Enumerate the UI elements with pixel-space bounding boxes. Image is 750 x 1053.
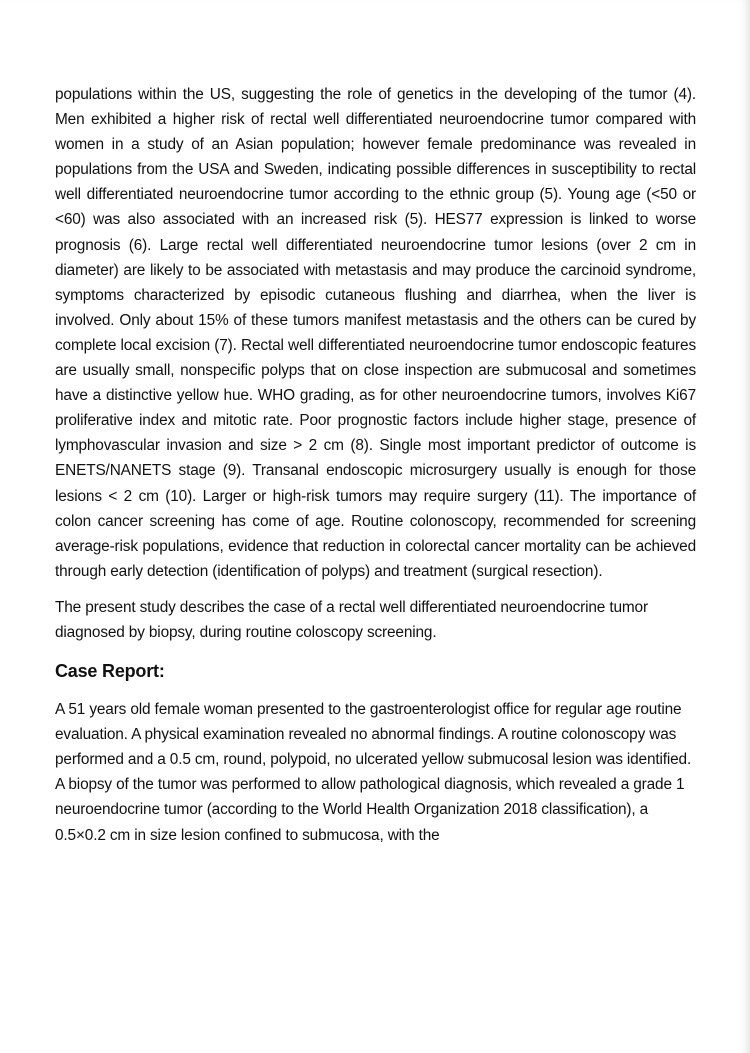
study-description-paragraph: The present study describes the case of a rectal well differentiated neuroendocrine tumor diagnosed by biopsy, during routine coloscopy screening. xyxy=(55,598,648,641)
case-report-heading: Case Report: xyxy=(55,661,165,682)
intro-continued-paragraph: populations within the US, suggesting the role of genetics in the developing of the tumor (4). Men exhibited a higher risk of rectal well differentiated neuroendocrine tumor compared with women in a study of an Asian population; however female predominance was revealed in populations from the USA and Sweden, indicating possible differences in susceptibility to rectal well differentiated neuroendocrine tumor according to the ethnic group (5). Young age (<50 or <60) was also associated with an increased risk (5). HES77 expression is linked to worse prognosis (6). Large rectal well differentiated neuroendocrine tumor lesions (over 2 cm in diameter) are likely to be associated with metastasis and may produce the carcinoid syndrome, symptoms characterized by episodic cutaneous flushing and diarrhea, when the liver is involved. Only about 15% of these tumors manifest metastasis and the others can be cured by complete local excision (7). Rectal well differentiated neuroendocrine tumor endoscopic features are usually small, nonspecific polyps that on close inspection are submucosal and sometimes have a distinctive yellow hue. WHO grading, as for other neuroendocrine tumors, involves Ki67 proliferative index and mitotic rate. Poor prognostic factors include higher stage, presence of lymphovascular invasion and size > 2 cm (8). Single most important predictor of outcome is ENETS/NANETS stage (9). Transanal endoscopic microsurgery usually is enough for those lesions < 2 cm (10). Larger or high-risk tumors may require surgery (11). The importance of colon cancer screening has come of age. Routine colonoscopy, recommended for screening average-risk populations, evidence that reduction in colorectal cancer mortality can be achieved through early detection (identification of polyps) and treatment (surgical resection). xyxy=(55,86,696,580)
case-report-paragraph: A 51 years old female woman presented to the gastroenterologist office for regular age routine evaluation. A physical examination revealed no abnormal findings. A routine colonoscopy was performed and a 0.5 cm, round, polypoid, no ulcerated yellow submucosal lesion was identified. A biopsy of the tumor was performed to allow pathological diagnosis, which revealed a grade 1 neuroendocrine tumor (according to the World Health Organization 2018 classification), a 0.5×0.2 cm in size lesion confined to submucosa, with the xyxy=(55,701,692,844)
page-content xyxy=(55,82,696,848)
